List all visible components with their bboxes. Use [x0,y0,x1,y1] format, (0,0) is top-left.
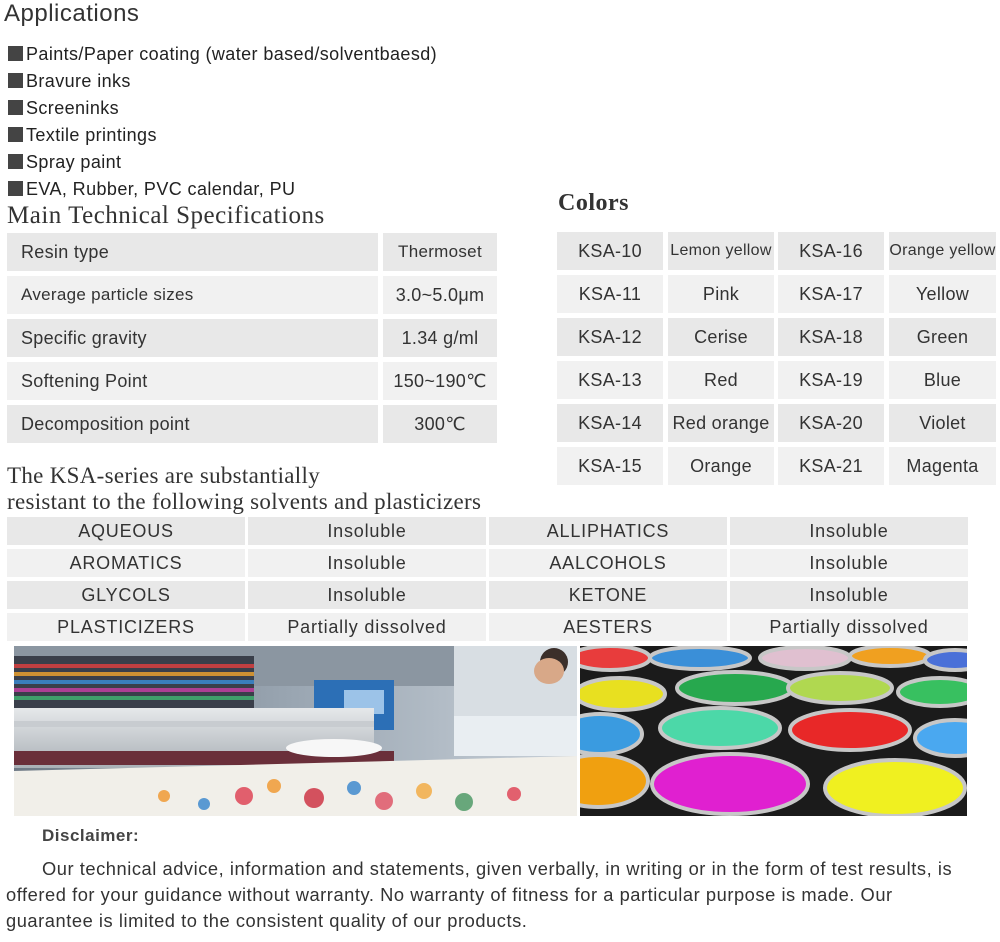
color-code: KSA-12 [557,318,663,356]
color-code: KSA-21 [778,447,884,485]
square-bullet-icon [8,100,23,115]
color-name: Orange yellow [889,232,996,270]
solvent-result: Insoluble [730,581,968,609]
spec-label: Decomposition point [7,405,378,443]
solvent-name: ALLIPHATICS [489,517,727,545]
color-code: KSA-13 [557,361,663,399]
list-item-text: Bravure inks [26,70,131,91]
list-item-text: Textile printings [26,124,157,145]
color-name: Violet [889,404,996,442]
color-name: Cerise [668,318,774,356]
solvent-name: KETONE [489,581,727,609]
spec-value: 300℃ [383,405,497,443]
disclaimer-text: Our technical advice, information and statements, given verbally, in writing or in the form of test results, is offered for your guidance without warranty. No warranty of fitness for a particular purpose is made. Our guarantee is limited to the consistent quality of our products. [6,858,953,931]
spec-label: Softening Point [7,362,378,400]
spec-label: Resin type [7,233,378,271]
color-name: Yellow [889,275,996,313]
specs-title: Main Technical Specifications [7,202,325,229]
list-item [8,148,437,175]
color-name: Pink [668,275,774,313]
solvent-result: Insoluble [248,581,486,609]
square-bullet-icon [8,46,23,61]
list-item [8,94,437,121]
color-code: KSA-18 [778,318,884,356]
list-item [8,121,437,148]
solvents-title-line2: resistant to the following solvents and plasticizers [7,489,482,514]
solvent-name: AROMATICS [7,549,245,577]
square-bullet-icon [8,127,23,142]
color-code: KSA-20 [778,404,884,442]
color-name: Orange [668,447,774,485]
solvent-result: Insoluble [730,517,968,545]
spec-value: 150~190℃ [383,362,497,400]
paint-cans-photo [580,646,967,816]
textile-printing-photo [14,646,577,816]
color-name: Red [668,361,774,399]
list-item-text: EVA, Rubber, PVC calendar, PU [26,178,296,199]
solvent-name: PLASTICIZERS [7,613,245,641]
solvents-title-line1: The KSA-series are substantially [7,463,320,488]
color-code: KSA-17 [778,275,884,313]
solvent-name: AESTERS [489,613,727,641]
applications-list [8,40,437,202]
colors-title: Colors [558,190,629,216]
square-bullet-icon [8,73,23,88]
solvents-title [7,463,481,515]
square-bullet-icon [8,181,23,196]
list-item-text: Screeninks [26,97,120,118]
color-code: KSA-14 [557,404,663,442]
solvent-result: Insoluble [248,517,486,545]
color-code: KSA-19 [778,361,884,399]
solvent-result: Insoluble [730,549,968,577]
color-code: KSA-11 [557,275,663,313]
color-code: KSA-15 [557,447,663,485]
applications-title: Applications [4,0,140,27]
spec-value: 3.0~5.0μm [383,276,497,314]
color-code: KSA-10 [557,232,663,270]
solvent-name: GLYCOLS [7,581,245,609]
spec-value: Thermoset [383,233,497,271]
list-item [8,67,437,94]
list-item-text: Paints/Paper coating (water based/solventbaesd) [26,43,438,64]
color-name: Magenta [889,447,996,485]
list-item [8,175,437,202]
square-bullet-icon [8,154,23,169]
solvent-result: Partially dissolved [248,613,486,641]
list-item [8,40,437,67]
disclaimer-title: Disclaimer: [42,826,140,845]
spec-label: Average particle sizes [7,276,378,314]
solvent-result: Partially dissolved [730,613,968,641]
solvent-result: Insoluble [248,549,486,577]
color-name: Red orange [668,404,774,442]
spec-label: Specific gravity [7,319,378,357]
color-name: Lemon yellow [668,232,774,270]
solvent-name: AQUEOUS [7,517,245,545]
color-code: KSA-16 [778,232,884,270]
list-item-text: Spray paint [26,151,122,172]
solvent-name: AALCOHOLS [489,549,727,577]
spec-value: 1.34 g/ml [383,319,497,357]
color-name: Blue [889,361,996,399]
color-name: Green [889,318,996,356]
